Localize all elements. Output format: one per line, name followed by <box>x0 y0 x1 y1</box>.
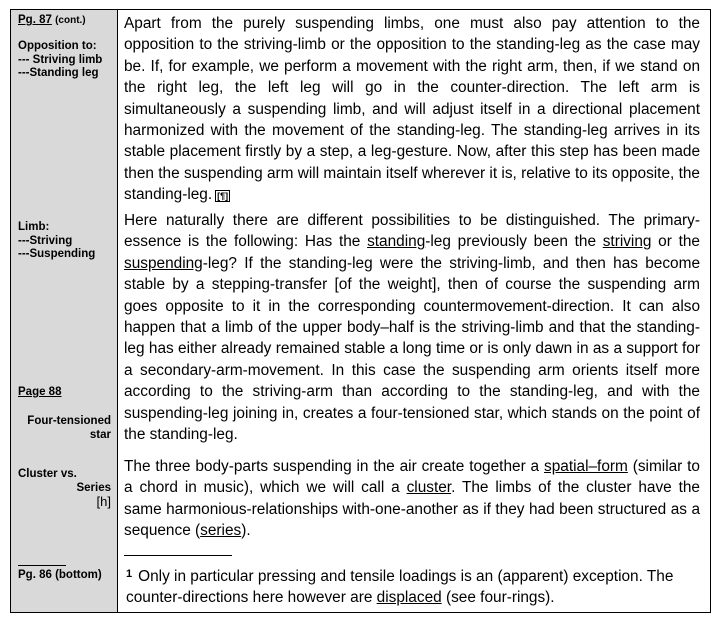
footnote: $^1$ Only in particular pressing and tensile loadings is an (apparent) exception. The counter-directions here however are displaced (see four-rings). <box>126 568 674 607</box>
footnote-mark: 1 <box>126 568 133 580</box>
note-opposition: Opposition to: --- Striving limb ---Standing leg <box>18 40 103 79</box>
margin-notes-column <box>11 10 118 612</box>
page-ref-86: Pg. 86 (bottom) <box>18 569 102 581</box>
pilcrow-mark: [¶] <box>217 191 229 202</box>
footnote-divider-side <box>18 565 66 566</box>
note-four-tensioned: Four-tensioned star <box>27 415 111 441</box>
page-ref-87: Pg. 87 (cont.) <box>18 14 86 26</box>
paragraph-2: Here naturally there are different possibilities to be distinguished. The primary-essence is the following: Has the standing-leg previously been the striving or the suspending-leg? If the standing-leg were the striving-limb, and then has become stable by a stepping-transfer [of the weight], then of course the suspending arm goes opposite to it in the corresponding countermovement-direction. It can also happen that a limb of the upper body–half is the striving-limb and that the standing-leg has either already remained stable a long time or is only dawn in as a support for a secondary-arm-movement. In this case the suspending arm orients itself more according to the striving-arm than according to the standing-leg, and with the suspending-leg joining in, creates a four-tensioned star, which stands on the point of the standing-leg. <box>124 212 700 444</box>
note-cluster: Cluster vs. Series [h] <box>18 468 111 509</box>
footnote-divider <box>124 555 232 556</box>
page-ref-88: Page 88 <box>18 386 62 398</box>
paragraph-3: The three body-parts suspending in the air create together a spatial–form (similar to a chord in music), which we will call a cluster. The limbs of the cluster have the same harmonious-relationships with-one-another as if they had been structured as a sequence (series). <box>124 458 700 540</box>
note-limb: Limb: ---Striving ---Suspending <box>18 221 96 260</box>
text-column <box>118 10 710 612</box>
paragraph-1: Apart from the purely suspending limbs, one must also pay attention to the opposition to the striving-limb or the opposition to the standing-leg as the case may be. If, for example, we perform a movement with the right arm, then, if we stand on the right leg, the left leg will go in the counter-direction. The left arm is simultaneously a suspending limb, and will adjust itself in a directional placement harmonized with the movement of the standing-leg. The standing-leg arrives in its stable placement firstly by a step, a leg-gesture. Now, after this step has been made then the suspending arm will maintain itself wherever it is, relative to its opposite, the standing-leg. [¶] <box>124 15 700 204</box>
document-table <box>10 9 711 613</box>
